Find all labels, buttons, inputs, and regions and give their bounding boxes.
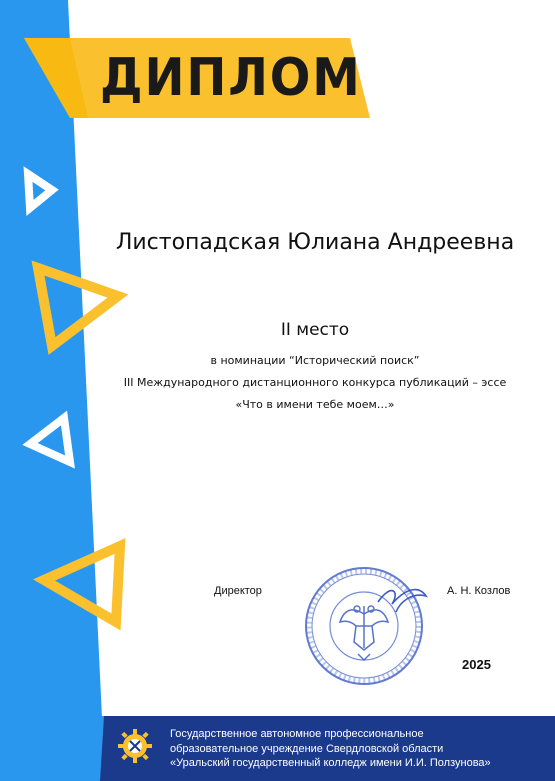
recipient-name: Листопадская Юлиана Андреевна [115, 230, 515, 255]
director-label: Директор [214, 585, 262, 597]
footer-line: Государственное автономное профессиональное [170, 728, 424, 740]
triangle-icon [30, 418, 70, 462]
award-place: II место [280, 320, 350, 340]
essay-title-line: «Что в имени тебе моем…» [235, 398, 395, 411]
seal-stamp-icon [300, 562, 430, 687]
contest-line: III Международного дистанционного конкурса публикаций – эссе [123, 376, 507, 389]
director-name: А. Н. Козлов [447, 585, 511, 597]
college-logo-icon [117, 728, 153, 764]
diploma-year: 2025 [462, 657, 491, 672]
triangle-icon [28, 174, 52, 208]
nomination-line: в номинации “Исторический поиск” [210, 354, 420, 367]
triangle-icon [44, 546, 120, 622]
footer-institution-name [170, 727, 550, 771]
diploma-title: ДИПЛОМ [100, 48, 362, 108]
footer-line: образовательное учреждение Свердловской области [170, 742, 444, 755]
footer-line: «Уральский государственный колледж имени И.И. Ползунова» [170, 757, 491, 769]
